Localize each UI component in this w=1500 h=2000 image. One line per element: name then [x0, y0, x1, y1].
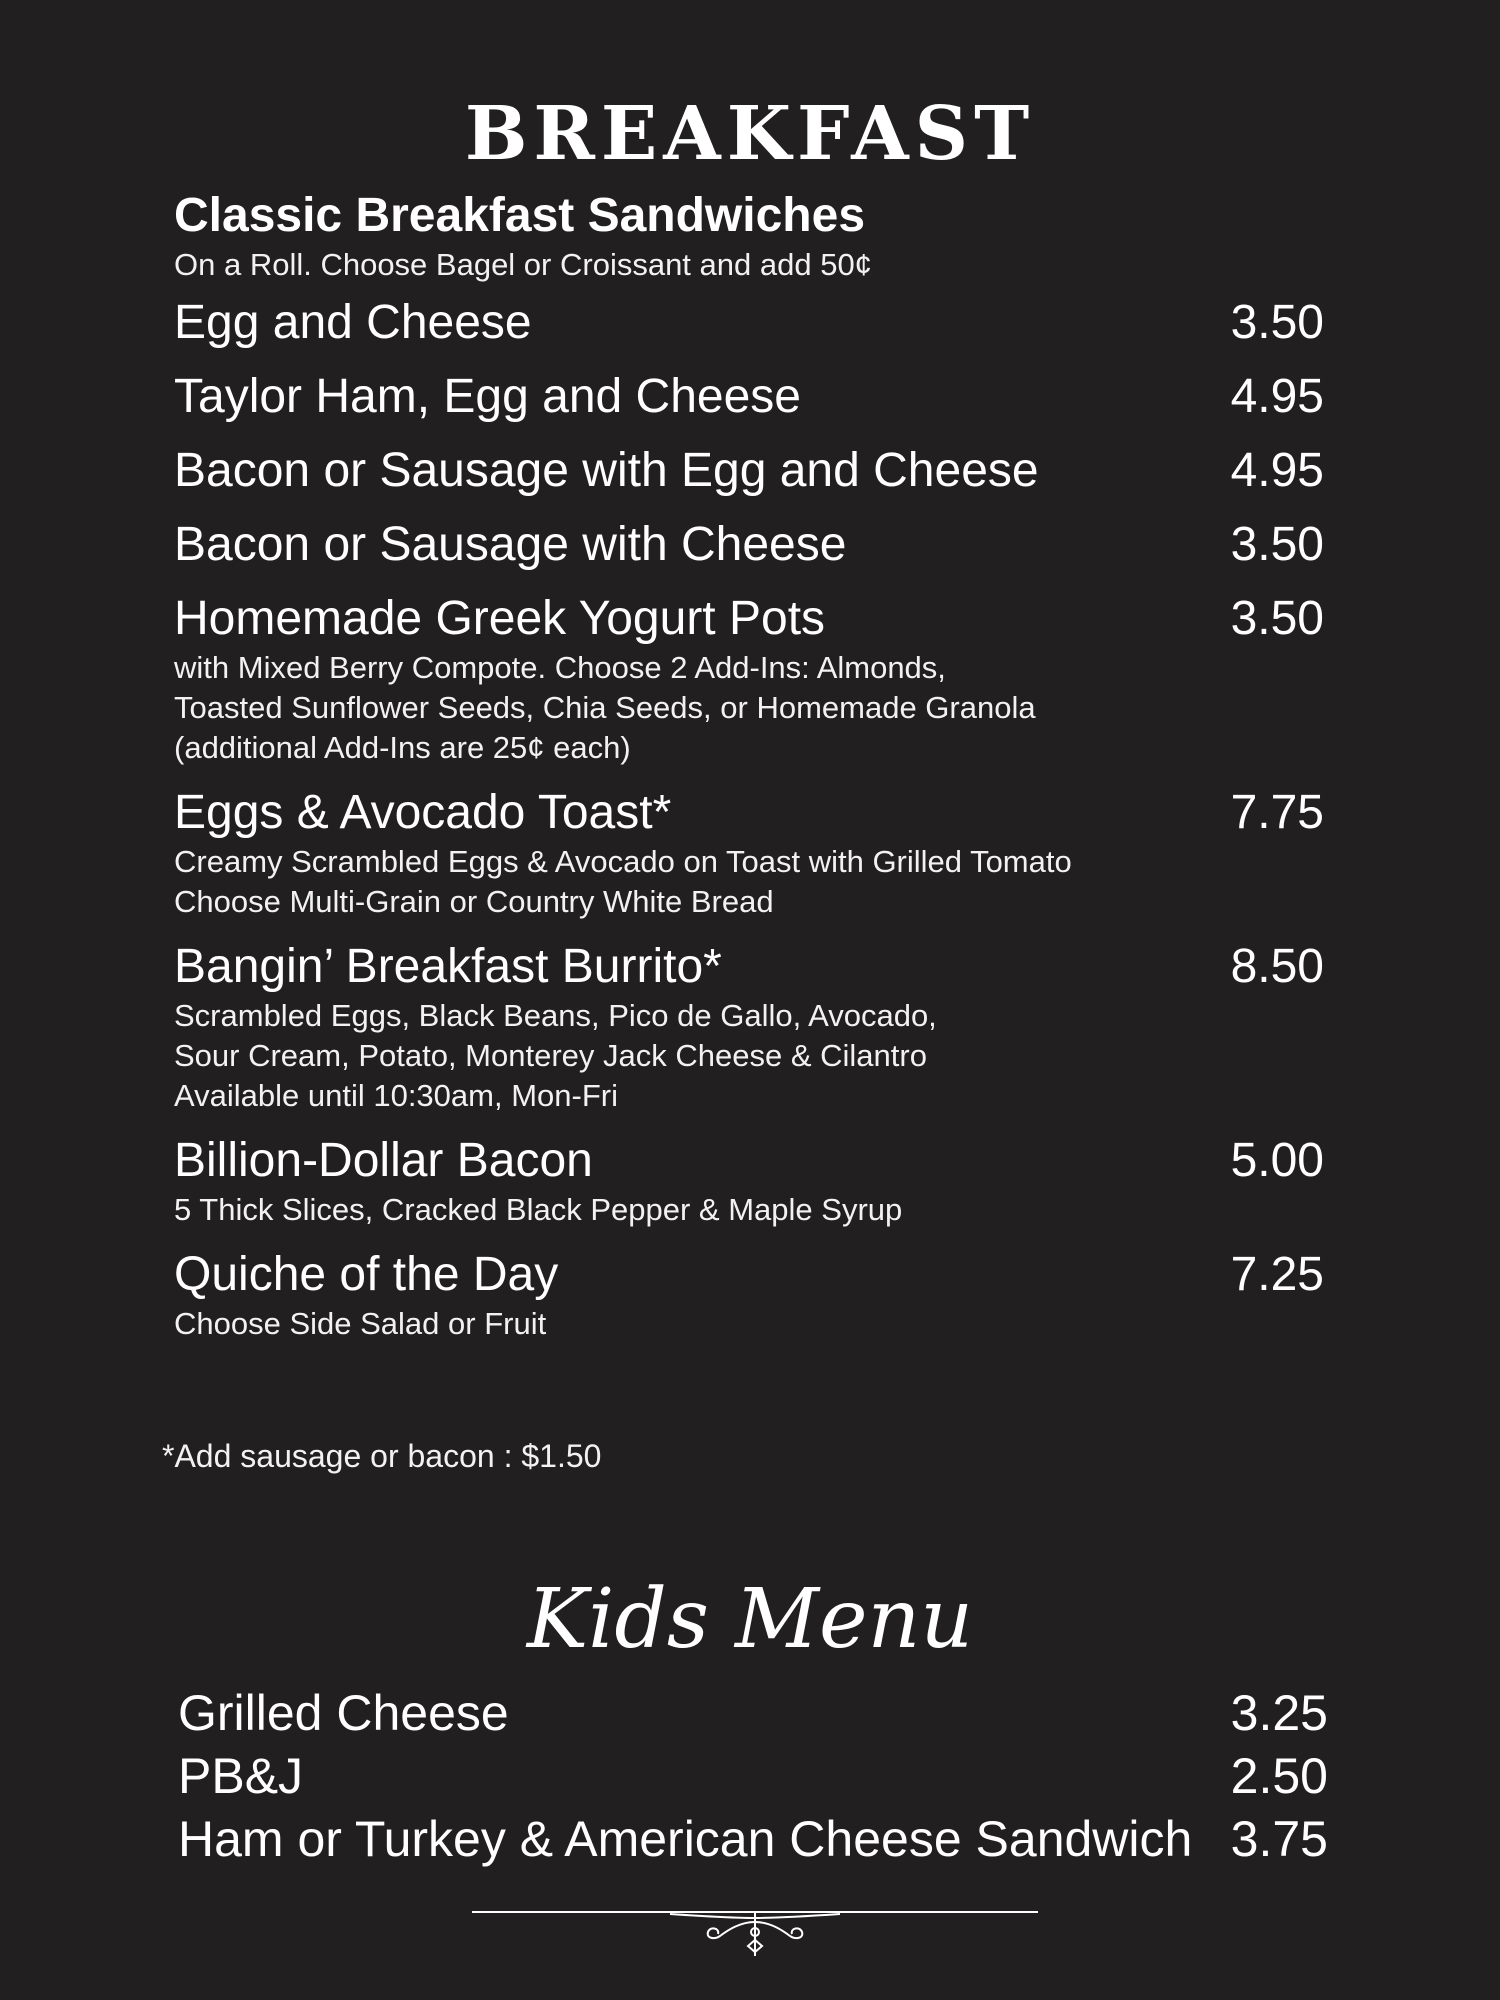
item-name: Billion-Dollar Bacon [174, 1134, 593, 1187]
menu-item [174, 784, 1324, 922]
item-name: Bacon or Sausage with Egg and Cheese [174, 444, 1039, 497]
item-name: Taylor Ham, Egg and Cheese [174, 370, 801, 423]
classic-sandwiches-note: On a Roll. Choose Bagel or Croissant and add 50¢ [174, 247, 872, 282]
item-name: Grilled Cheese [178, 1685, 509, 1741]
breakfast-items [174, 294, 1324, 1360]
kids-items [178, 1682, 1328, 1871]
item-price: 7.25 [1230, 1248, 1324, 1301]
kids-menu-title: Kids Menu [526, 1572, 974, 1667]
item-name: Homemade Greek Yogurt Pots [174, 592, 826, 645]
menu-item [174, 294, 1324, 352]
item-price: 7.75 [1230, 786, 1324, 839]
flourish-divider-icon [470, 1900, 1040, 1960]
item-name: Bangin’ Breakfast Burrito* [174, 940, 722, 993]
item-price: 4.95 [1230, 444, 1324, 497]
item-price: 3.50 [1230, 518, 1324, 571]
breakfast-title: BREAKFAST [464, 91, 1036, 177]
menu-item [174, 1132, 1324, 1230]
item-price: 3.25 [1230, 1685, 1328, 1741]
item-name: PB&J [178, 1748, 304, 1804]
item-price: 4.95 [1230, 370, 1324, 423]
item-price: 3.50 [1230, 592, 1324, 645]
menu-item [174, 442, 1324, 500]
item-price: 8.50 [1230, 940, 1324, 993]
menu-item [178, 1808, 1328, 1871]
item-name: Quiche of the Day [174, 1248, 559, 1301]
item-price: 3.75 [1230, 1811, 1328, 1867]
item-name: Ham or Turkey & American Cheese Sandwich [178, 1811, 1193, 1867]
menu-item [174, 368, 1324, 426]
menu-item [178, 1745, 1328, 1808]
menu-item [178, 1682, 1328, 1745]
item-price: 5.00 [1230, 1134, 1324, 1187]
item-description: with Mixed Berry Compote. Choose 2 Add-Ins: Almonds, Toasted Sunflower Seeds, Chia Seeds, or Homemade Granola (additional Add-Ins are 25¢ each) [174, 650, 1036, 765]
item-name: Bacon or Sausage with Cheese [174, 518, 847, 571]
item-description: 5 Thick Slices, Cracked Black Pepper & Maple Syrup [174, 1192, 903, 1227]
item-name: Eggs & Avocado Toast* [174, 786, 672, 839]
footnote: *Add sausage or bacon : $1.50 [162, 1438, 602, 1474]
item-price: 2.50 [1230, 1748, 1328, 1804]
item-name: Egg and Cheese [174, 296, 532, 349]
item-description: Scrambled Eggs, Black Beans, Pico de Gallo, Avocado, Sour Cream, Potato, Monterey Jack Cheese & Cilantro Available until 10:30am, Mon-Fri [174, 998, 937, 1113]
menu-item [174, 516, 1324, 574]
menu-item [174, 590, 1324, 768]
item-description: Creamy Scrambled Eggs & Avocado on Toast with Grilled Tomato Choose Multi-Grain or Country White Bread [174, 844, 1072, 919]
item-description: Choose Side Salad or Fruit [174, 1306, 547, 1341]
item-price: 3.50 [1230, 296, 1324, 349]
menu-item [174, 938, 1324, 1116]
classic-sandwiches-heading: Classic Breakfast Sandwiches [174, 189, 866, 242]
menu-item [174, 1246, 1324, 1344]
